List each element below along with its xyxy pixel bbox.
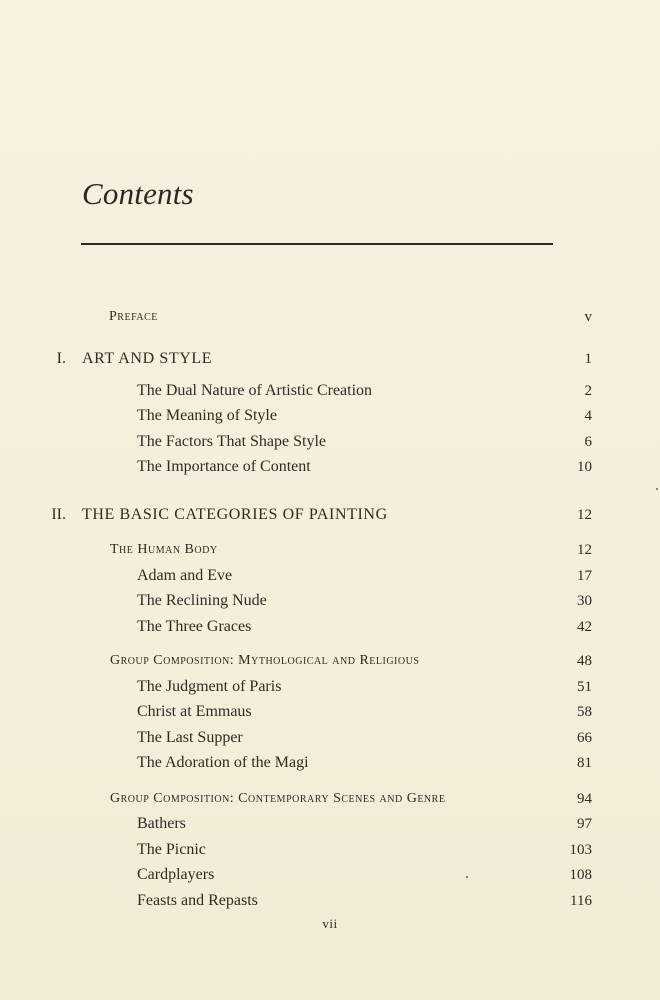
toc-entry-preface[interactable] bbox=[0, 305, 660, 329]
chapter-number: II. bbox=[51, 506, 66, 523]
toc-chapter-2[interactable] bbox=[0, 503, 660, 527]
toc-entry-page: 103 bbox=[569, 842, 592, 858]
toc-entry-page: 48 bbox=[577, 653, 592, 669]
toc-entry[interactable] bbox=[0, 812, 660, 836]
toc-entry-page: 12 bbox=[577, 542, 592, 558]
page-folio: vii bbox=[322, 916, 338, 931]
title-rule bbox=[81, 243, 553, 245]
toc-entry[interactable] bbox=[0, 615, 660, 639]
toc-entry[interactable] bbox=[0, 838, 660, 862]
toc-entry-label: Bathers bbox=[137, 815, 186, 832]
toc-entry[interactable] bbox=[0, 455, 660, 479]
toc-entry-label: The Reclining Nude bbox=[137, 592, 267, 609]
toc-entry-page: 97 bbox=[577, 816, 592, 832]
toc-section[interactable] bbox=[0, 649, 660, 673]
toc-entry-page: 4 bbox=[584, 408, 592, 424]
toc-entry-label: The Three Graces bbox=[137, 618, 252, 635]
toc-entry[interactable] bbox=[0, 700, 660, 724]
toc-entry-page: 94 bbox=[577, 791, 592, 807]
toc-entry[interactable] bbox=[0, 589, 660, 613]
toc-entry-page: 51 bbox=[577, 679, 592, 695]
toc-entry-label: The Judgment of Paris bbox=[137, 678, 282, 695]
toc-entry[interactable] bbox=[0, 751, 660, 775]
toc-entry-label: THE BASIC CATEGORIES OF PAINTING bbox=[82, 506, 388, 523]
toc-entry-page: 2 bbox=[584, 383, 592, 399]
toc-entry-label: The Dual Nature of Artistic Creation bbox=[137, 382, 373, 399]
toc-entry-page: 116 bbox=[570, 893, 592, 909]
toc-entry[interactable] bbox=[0, 675, 660, 699]
chapter-number: I. bbox=[56, 350, 66, 367]
toc-entry-label: Feasts and Repasts bbox=[137, 892, 258, 909]
toc-entry-label: The Last Supper bbox=[137, 729, 243, 746]
toc-entry[interactable] bbox=[0, 726, 660, 750]
toc-entry-label: Adam and Eve bbox=[137, 567, 233, 584]
toc-entry-page: 12 bbox=[577, 507, 592, 523]
toc-entry-page: 42 bbox=[577, 619, 592, 635]
toc-entry[interactable] bbox=[0, 863, 660, 887]
toc-entry-label: ART AND STYLE bbox=[82, 350, 213, 367]
toc-entry-label: Preface bbox=[109, 309, 158, 324]
toc-entry-page: 108 bbox=[569, 867, 592, 883]
toc-entry[interactable] bbox=[0, 404, 660, 428]
toc-entry-page: 17 bbox=[577, 568, 592, 584]
toc-entry-label: The Meaning of Style bbox=[137, 407, 277, 424]
toc-entry-label: Cardplayers bbox=[137, 866, 215, 883]
toc-entry-page: v bbox=[584, 309, 592, 325]
toc-entry-label: Group Composition: Mythological and Religious bbox=[110, 653, 420, 668]
toc-entry-page: 66 bbox=[577, 730, 592, 746]
toc-entry[interactable] bbox=[0, 564, 660, 588]
toc-entry-page: 58 bbox=[577, 704, 592, 720]
toc-entry[interactable] bbox=[0, 889, 660, 913]
toc-section[interactable] bbox=[0, 787, 660, 811]
toc-entry-page: 1 bbox=[584, 351, 592, 367]
toc-entry-page: 6 bbox=[584, 434, 592, 450]
toc-entry-page: 81 bbox=[577, 755, 592, 771]
toc-entry-label: Christ at Emmaus bbox=[137, 703, 252, 720]
toc-entry-label: The Adoration of the Magi bbox=[137, 754, 309, 771]
toc-entry-label: The Human Body bbox=[110, 542, 218, 557]
toc-entry-label: The Factors That Shape Style bbox=[137, 433, 326, 450]
toc-entry[interactable] bbox=[0, 430, 660, 454]
page-title: Contents bbox=[82, 176, 194, 211]
toc-entry-label: The Picnic bbox=[137, 841, 206, 858]
toc-chapter-1[interactable] bbox=[0, 347, 660, 371]
toc-entry-page: 30 bbox=[577, 593, 592, 609]
toc-section[interactable] bbox=[0, 538, 660, 562]
toc-entry[interactable] bbox=[0, 379, 660, 403]
paper-speck bbox=[466, 876, 468, 878]
toc-entry-label: Group Composition: Contemporary Scenes and Genre bbox=[110, 791, 446, 806]
paper-speck bbox=[656, 488, 658, 490]
toc-entry-page: 10 bbox=[577, 459, 592, 475]
toc-entry-label: The Importance of Content bbox=[137, 458, 311, 475]
